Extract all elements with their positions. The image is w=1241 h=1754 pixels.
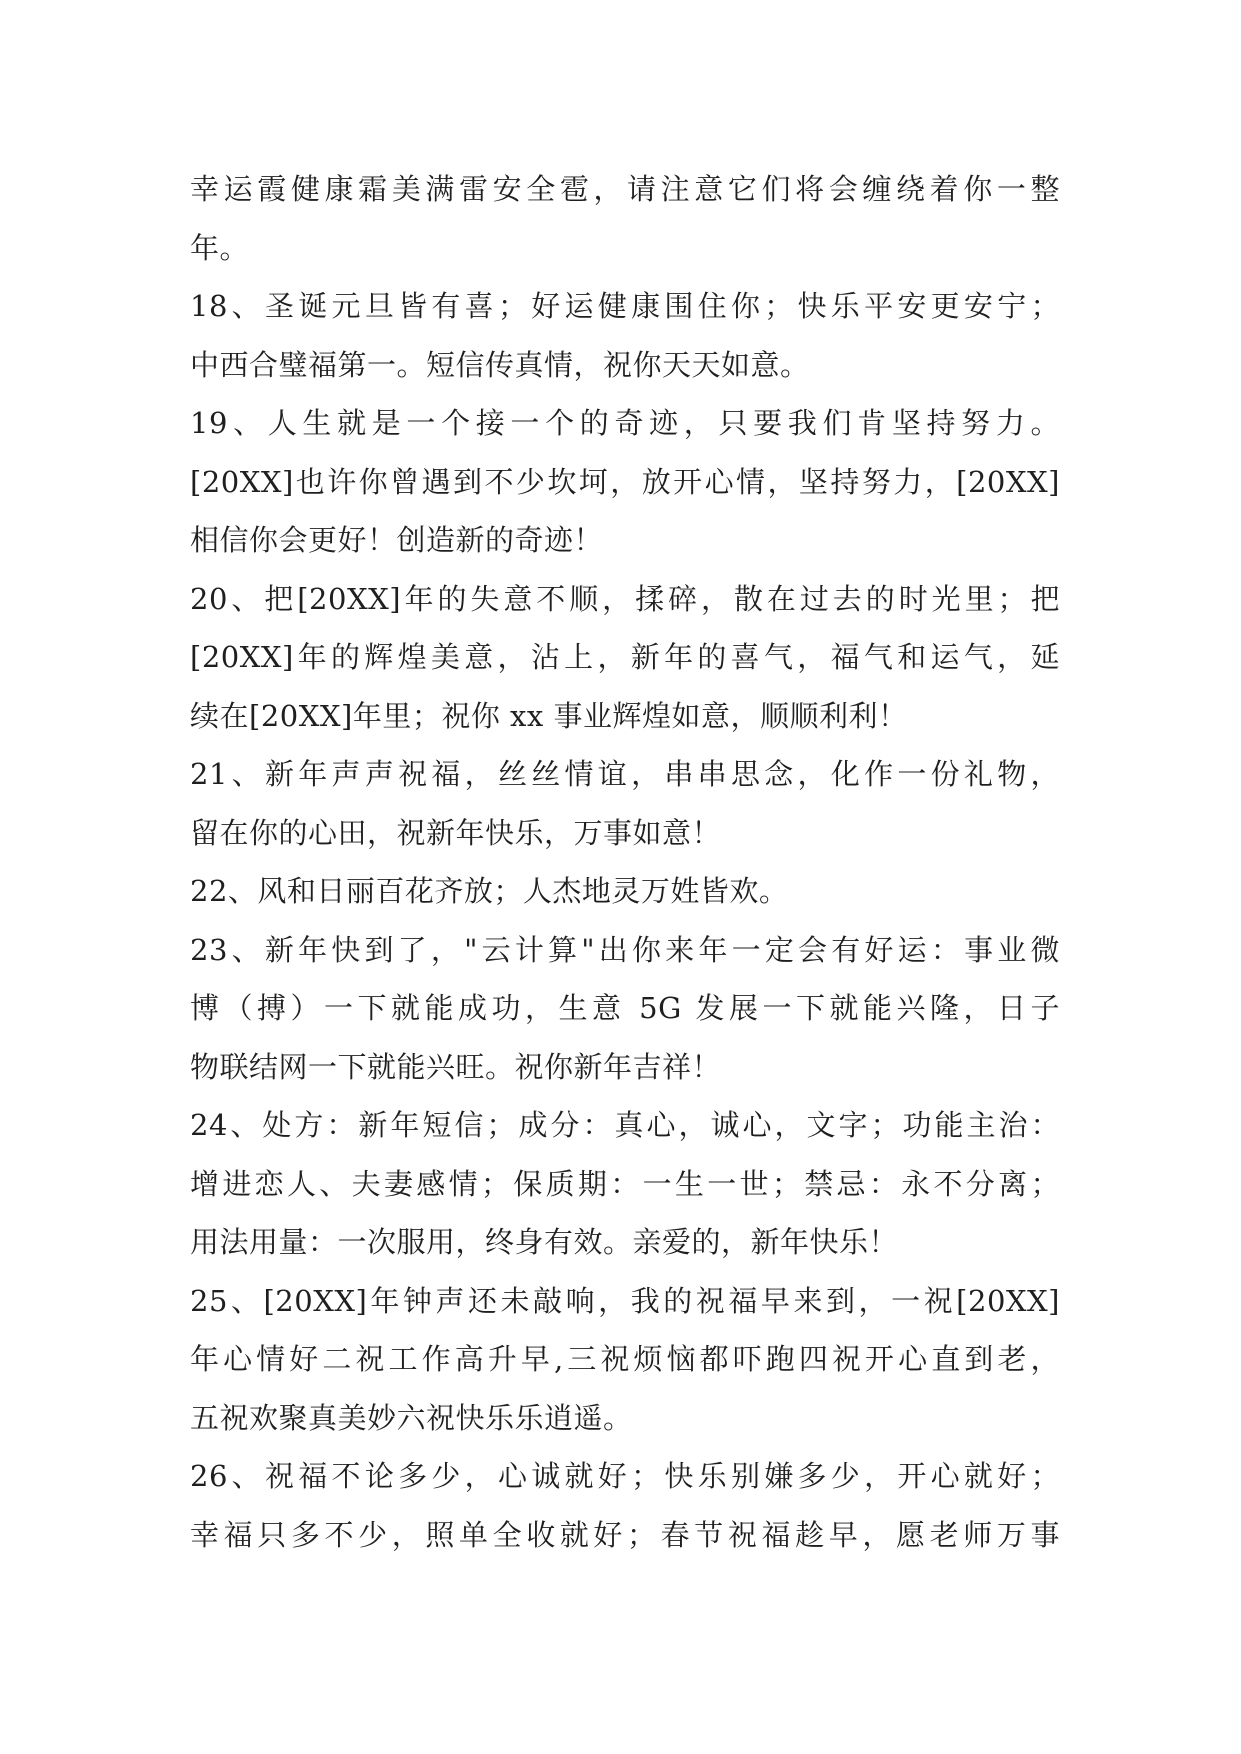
document-line: 年。 [190, 230, 250, 265]
document-line: 续在[20XX]年里；祝你 xx 事业辉煌如意，顺顺利利！ [190, 698, 908, 733]
document-line: 中西合璧福第一。短信传真情，祝你天天如意。 [190, 347, 810, 382]
document-line: 25、[20XX]年钟声还未敲响，我的祝福早来到，一祝[20XX] [190, 1283, 1060, 1318]
document-line: 相信你会更好！创造新的奇迹！ [190, 523, 604, 557]
document-line: 留在你的心田，祝新年快乐，万事如意！ [190, 815, 722, 850]
document-line: 23、新年快到了，"云计算"出你来年一定会有好运：事业微 [190, 932, 1060, 967]
document-line: 19、人生就是一个接一个的奇迹，只要我们肯坚持努力。 [190, 406, 1060, 440]
document-line: 21、新年声声祝福，丝丝情谊，串串思念，化作一份礼物， [190, 757, 1060, 791]
document-line: 22、风和日丽百花齐放；人杰地灵万姓皆欢。 [190, 874, 789, 908]
document-line: 幸运霞健康霜美满雷安全雹，请注意它们将会缠绕着你一整 [190, 172, 1060, 206]
document-line: [20XX]也许你曾遇到不少坎坷，放开心情，坚持努力，[20XX] [190, 464, 1060, 499]
document-line: 增进恋人、夫妻感情；保质期：一生一世；禁忌：永不分离； [190, 1166, 1060, 1201]
document-line: 五祝欢聚真美妙六祝快乐乐逍遥。 [190, 1400, 633, 1435]
document-line: 18、圣诞元旦皆有喜；好运健康围住你；快乐平安更安宁； [190, 289, 1060, 323]
document-line: 物联结网一下就能兴旺。祝你新年吉祥！ [190, 1049, 722, 1084]
document-line: 年心情好二祝工作高升早,三祝烦恼都吓跑四祝开心直到老， [190, 1342, 1060, 1376]
document-line: 20、把[20XX]年的失意不顺，揉碎，散在过去的时光里；把 [190, 581, 1060, 616]
document-line: 24、处方：新年短信；成分：真心，诚心，文字；功能主治： [190, 1108, 1060, 1142]
document-line: 博（搏）一下就能成功，生意 5G 发展一下就能兴隆，日子 [190, 991, 1060, 1025]
document-line: 幸福只多不少，照单全收就好；春节祝福趁早，愿老师万事 [190, 1517, 1060, 1552]
document-line: 用法用量：一次服用，终身有效。亲爱的，新年快乐！ [190, 1225, 899, 1259]
document-line: [20XX]年的辉煌美意，沾上，新年的喜气，福气和运气，延 [190, 640, 1060, 674]
document-line: 26、祝福不论多少，心诚就好；快乐别嫌多少，开心就好； [190, 1459, 1060, 1493]
document-body [190, 160, 1060, 1564]
